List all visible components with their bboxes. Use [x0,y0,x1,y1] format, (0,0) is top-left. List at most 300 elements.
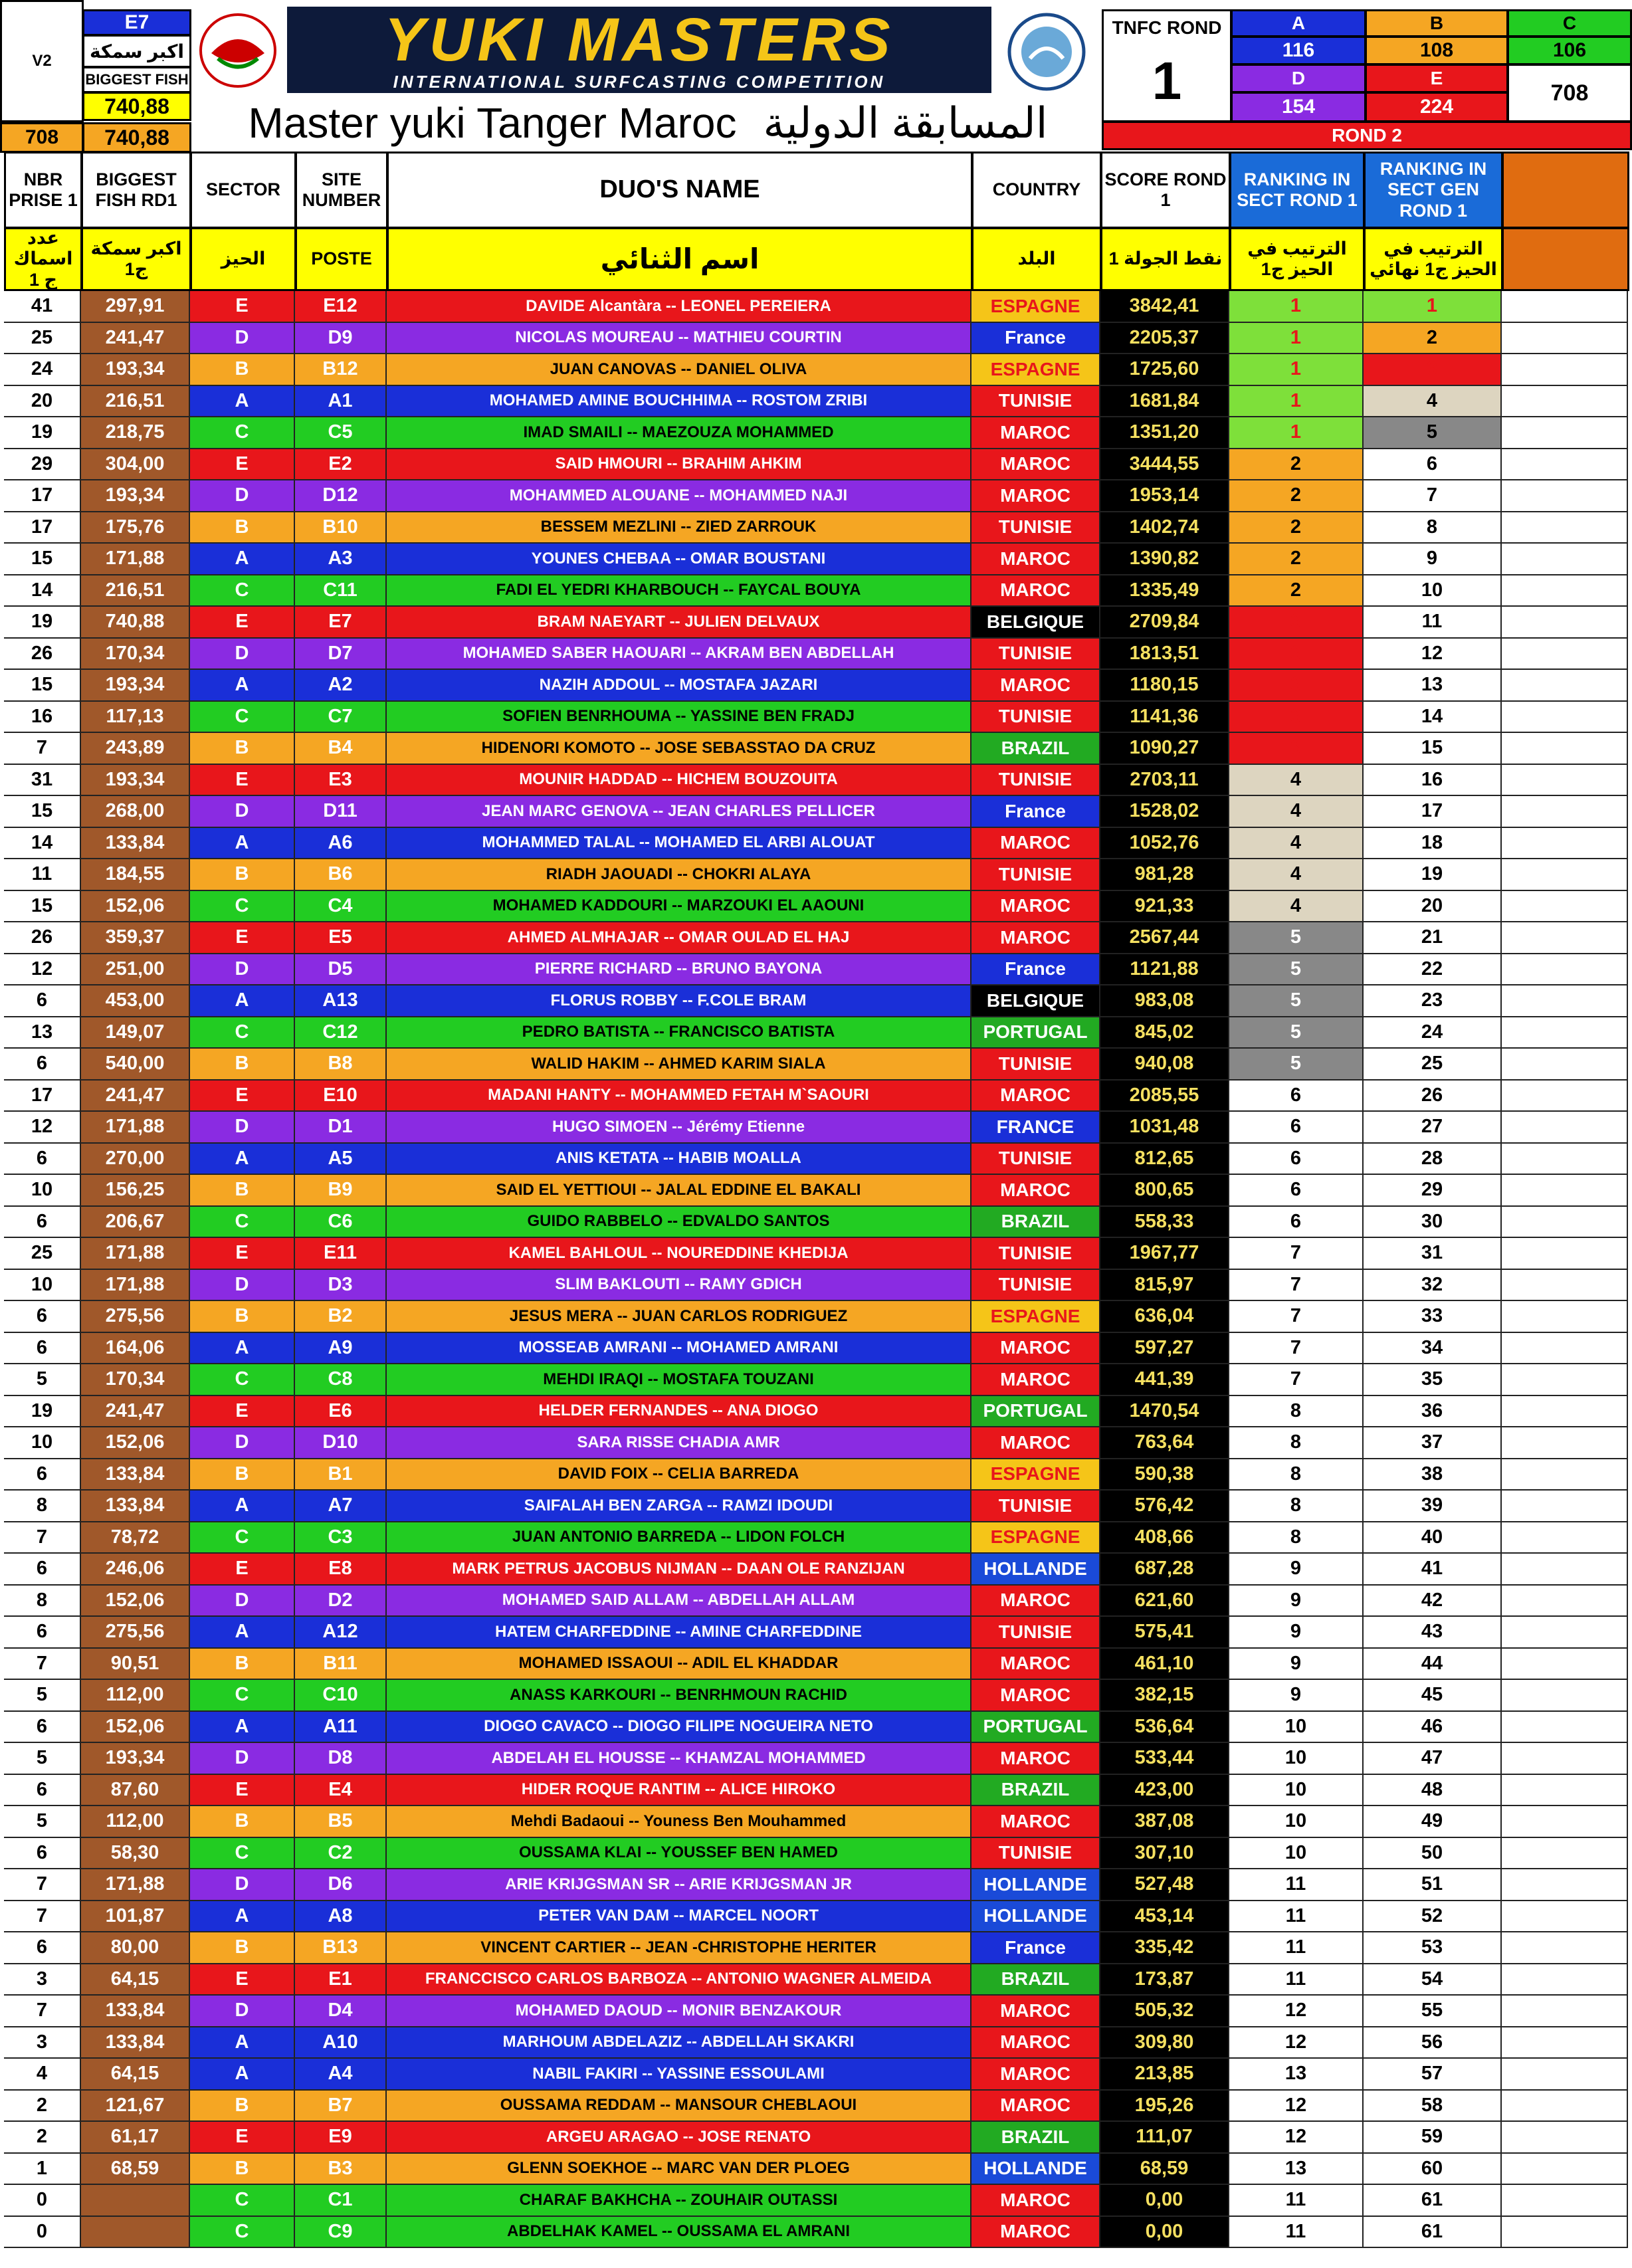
cell-score: 590,38 [1100,1459,1229,1490]
table-row [4,639,1628,670]
cell-ranking-gen: 56 [1364,2027,1502,2058]
cell-extra [1502,1901,1628,1932]
biggest-fish-value: 740,88 [82,92,191,121]
cell-extra [1502,1081,1628,1111]
cell-score: 387,08 [1100,1806,1229,1837]
cell-extra [1502,1649,1628,1679]
table-row [4,1554,1628,1586]
header-ranking-sect-ar: الترتيب في الحيز ج1 [1229,227,1365,291]
cell-ranking-sect: 10 [1229,1775,1364,1805]
cell-nbr-prise: 24 [4,354,81,385]
table-row [4,1238,1628,1270]
cell-country: BRAZIL [971,1207,1100,1237]
header-country: COUNTRY [971,152,1102,229]
cell-country: MAROC [971,1081,1100,1111]
table-row [4,1459,1628,1491]
cell-score: 309,80 [1100,2027,1229,2058]
cell-ranking-gen: 28 [1364,1144,1502,1174]
cell-score: 1813,51 [1100,639,1229,669]
cell-ranking-sect: 10 [1229,1712,1364,1742]
cell-site-number: B1 [295,1459,387,1490]
cell-site-number: A2 [295,670,387,700]
cell-score: 173,87 [1100,1964,1229,1995]
cell-score: 812,65 [1100,1144,1229,1174]
cell-site-number: C1 [295,2185,387,2216]
cell-duo-name: FRANCCISCO CARLOS BARBOZA -- ANTONIO WAGNER ALMEIDA [387,1964,971,1995]
cell-sector: A [190,670,295,700]
cell-sector: B [190,2154,295,2184]
cell-extra [1502,1333,1628,1364]
cell-biggest-fish: 170,34 [81,1364,190,1395]
cell-ranking-gen: 10 [1364,575,1502,606]
cell-sector: C [190,1838,295,1869]
cell-sector: D [190,1427,295,1458]
cell-score: 940,08 [1100,1049,1229,1079]
cell-country: BRAZIL [971,2122,1100,2152]
header-extra-ar [1502,227,1629,291]
cell-duo-name: SAIFALAH BEN ZARGA -- RAMZI IDOUDI [387,1491,971,1521]
cell-biggest-fish: 171,88 [81,1869,190,1900]
cell-country: MAROC [971,1427,1100,1458]
cell-score: 2085,55 [1100,1081,1229,1111]
cell-nbr-prise: 12 [4,954,81,985]
table-row [4,733,1628,765]
cell-biggest-fish: 152,06 [81,1586,190,1616]
cell-country: TUNISIE [971,1491,1100,1521]
cell-duo-name: JEAN MARC GENOVA -- JEAN CHARLES PELLICER [387,796,971,827]
cell-ranking-sect: 11 [1229,1901,1364,1932]
cell-biggest-fish: 80,00 [81,1932,190,1963]
cell-duo-name: PETER VAN DAM -- MARCEL NOORT [387,1901,971,1932]
cell-sector: C [190,1522,295,1553]
cell-site-number: E12 [295,291,387,322]
results-table [4,291,1628,2248]
cell-extra [1502,1712,1628,1742]
cell-ranking-sect: 6 [1229,1207,1364,1237]
cell-ranking-gen: 24 [1364,1017,1502,1048]
cell-ranking-gen: 21 [1364,922,1502,953]
cell-extra [1502,859,1628,890]
cell-sector: D [190,323,295,354]
cell-ranking-sect: 5 [1229,922,1364,953]
cell-nbr-prise: 6 [4,1301,81,1332]
cell-score: 111,07 [1100,2122,1229,2152]
cell-site-number: D3 [295,1270,387,1300]
cell-ranking-sect: 1 [1229,417,1364,448]
cell-site-number: B12 [295,354,387,385]
cell-country: TUNISIE [971,386,1100,417]
cell-site-number: D10 [295,1427,387,1458]
cell-site-number: D11 [295,796,387,827]
cell-extra [1502,1491,1628,1521]
cell-ranking-sect: 11 [1229,2185,1364,2216]
cell-duo-name: MOHAMMED TALAL -- MOHAMED EL ARBI ALOUAT [387,828,971,859]
cell-biggest-fish: 275,56 [81,1301,190,1332]
cell-biggest-fish: 246,06 [81,1554,190,1584]
cell-duo-name: NABIL FAKIRI -- YASSINE ESSOULAMI [387,2059,971,2089]
cell-extra [1502,1112,1628,1142]
cell-score: 527,48 [1100,1869,1229,1900]
cell-duo-name: DIOGO CAVACO -- DIOGO FILIPE NOGUEIRA NETO [387,1712,971,1742]
cell-ranking-gen: 48 [1364,1775,1502,1805]
cell-biggest-fish: 193,34 [81,765,190,795]
table-row [4,1112,1628,1144]
sector-d-letter: D [1231,64,1366,93]
cell-country: BRAZIL [971,1775,1100,1805]
cell-extra [1502,1175,1628,1205]
cell-score: 981,28 [1100,859,1229,890]
cell-score: 461,10 [1100,1649,1229,1679]
header-sector: SECTOR [190,152,296,229]
cell-biggest-fish: 152,06 [81,891,190,922]
cell-duo-name: CHARAF BAKHCHA -- ZOUHAIR OUTASSI [387,2185,971,2216]
cell-country: HOLLANDE [971,1554,1100,1584]
cell-sector: B [190,1932,295,1963]
cell-nbr-prise: 2 [4,2091,81,2121]
cell-score: 2703,11 [1100,765,1229,795]
cell-nbr-prise: 6 [4,1932,81,1963]
cell-site-number: B11 [295,1649,387,1679]
cell-score: 1031,48 [1100,1112,1229,1142]
cell-ranking-sect: 2 [1229,449,1364,480]
cell-score: 68,59 [1100,2154,1229,2184]
cell-ranking-sect: 3 [1229,607,1364,637]
cell-ranking-gen: 55 [1364,1996,1502,2026]
cell-biggest-fish: 133,84 [81,1459,190,1490]
cell-nbr-prise: 15 [4,544,81,574]
cell-site-number: E11 [295,1238,387,1269]
cell-biggest-fish: 61,17 [81,2122,190,2152]
table-row [4,607,1628,639]
cell-sector: C [190,702,295,732]
cell-ranking-gen: 53 [1364,1932,1502,1963]
cell-extra [1502,1364,1628,1395]
cell-site-number: C10 [295,1680,387,1710]
cell-duo-name: IMAD SMAILI -- MAEZOUZA MOHAMMED [387,417,971,448]
cell-site-number: B6 [295,859,387,890]
cell-sector: E [190,2122,295,2152]
cell-sector: D [190,796,295,827]
cell-site-number: B3 [295,2154,387,2184]
table-row [4,1427,1628,1459]
cell-ranking-gen: 40 [1364,1522,1502,1553]
cell-score: 1351,20 [1100,417,1229,448]
cell-country: MAROC [971,670,1100,700]
cell-extra [1502,480,1628,511]
cell-duo-name: KAMEL BAHLOUL -- NOUREDDINE KHEDIJA [387,1238,971,1269]
cell-extra [1502,544,1628,574]
cell-nbr-prise: 6 [4,1207,81,1237]
cell-score: 0,00 [1100,2185,1229,2216]
cell-country: MAROC [971,480,1100,511]
cell-duo-name: NICOLAS MOUREAU -- MATHIEU COURTIN [387,323,971,354]
sector-a-count: 116 [1231,36,1366,65]
cell-site-number: E6 [295,1396,387,1427]
cell-site-number: D7 [295,639,387,669]
cell-duo-name: PEDRO BATISTA -- FRANCISCO BATISTA [387,1017,971,1048]
cell-ranking-sect: 10 [1229,1743,1364,1774]
table-row [4,2091,1628,2122]
cell-ranking-gen: 44 [1364,1649,1502,1679]
cell-nbr-prise: 0 [4,2217,81,2247]
cell-sector: D [190,1270,295,1300]
cell-sector: B [190,859,295,890]
cell-duo-name: BESSEM MEZLINI -- ZIED ZARROUK [387,512,971,543]
cell-country: ESPAGNE [971,1301,1100,1332]
cell-extra [1502,828,1628,859]
header-row-ar [4,227,1628,291]
cell-site-number: D4 [295,1996,387,2026]
cell-biggest-fish: 164,06 [81,1333,190,1364]
cell-duo-name: JESUS MERA -- JUAN CARLOS RODRIGUEZ [387,1301,971,1332]
cell-country: TUNISIE [971,512,1100,543]
cell-score: 763,64 [1100,1427,1229,1458]
biggest-fish-site: E7 [82,9,191,36]
table-row [4,702,1628,734]
cell-ranking-sect: 8 [1229,1427,1364,1458]
cell-ranking-sect: 2 [1229,575,1364,606]
cell-ranking-gen: 6 [1364,449,1502,480]
table-row [4,480,1628,512]
cell-ranking-sect: 4 [1229,765,1364,795]
cell-site-number: A12 [295,1617,387,1647]
cell-biggest-fish: 133,84 [81,2027,190,2058]
cell-nbr-prise: 25 [4,323,81,354]
cell-ranking-gen: 29 [1364,1175,1502,1205]
cell-site-number: A4 [295,2059,387,2089]
cell-score: 195,26 [1100,2091,1229,2121]
cell-ranking-gen: 54 [1364,1964,1502,1995]
cell-ranking-gen: 47 [1364,1743,1502,1774]
cell-score: 453,14 [1100,1901,1229,1932]
cell-sector: B [190,2091,295,2121]
cell-nbr-prise: 8 [4,1491,81,1521]
cell-biggest-fish: 112,00 [81,1806,190,1837]
cell-ranking-sect: 8 [1229,1522,1364,1553]
cell-ranking-gen: 2 [1364,323,1502,354]
cell-site-number: D8 [295,1743,387,1774]
cell-sector: C [190,1364,295,1395]
cell-ranking-sect: 12 [1229,1996,1364,2026]
cell-ranking-gen: 49 [1364,1806,1502,1837]
cell-site-number: A9 [295,1333,387,1364]
table-row [4,2217,1628,2249]
cell-biggest-fish: 64,15 [81,1964,190,1995]
cell-nbr-prise: 6 [4,1049,81,1079]
cell-duo-name: MADANI HANTY -- MOHAMMED FETAH M`SAOURI [387,1081,971,1111]
cell-sector: B [190,354,295,385]
cell-sector: E [190,1081,295,1111]
cell-extra [1502,1017,1628,1048]
cell-site-number: B5 [295,1806,387,1837]
cell-ranking-sect: 6 [1229,1112,1364,1142]
cell-biggest-fish: 117,13 [81,702,190,732]
table-row [4,796,1628,828]
table-row [4,323,1628,355]
cell-extra [1502,449,1628,480]
cell-extra [1502,1144,1628,1174]
cell-ranking-sect: 9 [1229,1586,1364,1616]
cell-score: 1967,77 [1100,1238,1229,1269]
cell-sector: E [190,1396,295,1427]
cell-country: TUNISIE [971,1144,1100,1174]
sector-e-letter: E [1365,64,1508,93]
sector-b-count: 108 [1365,36,1508,65]
cell-ranking-gen: 23 [1364,985,1502,1016]
cell-ranking-gen: 1 [1364,291,1502,322]
table-row [4,1081,1628,1112]
cell-sector: A [190,1901,295,1932]
cell-ranking-sect: 11 [1229,2217,1364,2247]
cell-extra [1502,2059,1628,2089]
cell-nbr-prise: 15 [4,796,81,827]
cell-extra [1502,1301,1628,1332]
cell-site-number: D12 [295,480,387,511]
header-score-ar: نقط الجولة 1 [1100,227,1231,291]
cell-country: HOLLANDE [971,2154,1100,2184]
cell-duo-name: ABDELAH EL HOUSSE -- KHAMZAL MOHAMMED [387,1743,971,1774]
cell-ranking-sect: 1 [1229,323,1364,354]
cell-ranking-gen: 8 [1364,512,1502,543]
table-row [4,386,1628,418]
cell-sector: E [190,291,295,322]
cell-nbr-prise: 5 [4,1680,81,1710]
cell-nbr-prise: 20 [4,386,81,417]
cell-extra [1502,1522,1628,1553]
cell-sector: B [190,1049,295,1079]
cell-nbr-prise: 6 [4,985,81,1016]
table-row [4,954,1628,986]
cell-site-number: A11 [295,1712,387,1742]
sector-c-count: 106 [1507,36,1632,65]
cell-extra [1502,607,1628,637]
cell-duo-name: MOHAMED DAOUD -- MONIR BENZAKOUR [387,1996,971,2026]
table-row [4,2059,1628,2091]
cell-duo-name: MEHDI IRAQI -- MOSTAFA TOUZANI [387,1364,971,1395]
cell-sector: C [190,2217,295,2247]
cell-nbr-prise: 29 [4,449,81,480]
cell-site-number: A7 [295,1491,387,1521]
total-left: 708 [0,122,84,153]
cell-extra [1502,1838,1628,1869]
cell-site-number: A5 [295,1144,387,1174]
cell-ranking-gen: 20 [1364,891,1502,922]
cell-sector: A [190,1712,295,1742]
cell-ranking-sect: 6 [1229,1175,1364,1205]
cell-biggest-fish: 193,34 [81,480,190,511]
cell-nbr-prise: 41 [4,291,81,322]
cell-extra [1502,922,1628,953]
cell-site-number: E2 [295,449,387,480]
cell-ranking-gen: 17 [1364,796,1502,827]
cell-ranking-sect: 4 [1229,828,1364,859]
cell-ranking-gen: 35 [1364,1364,1502,1395]
cell-biggest-fish: 193,34 [81,1743,190,1774]
cell-country: PORTUGAL [971,1396,1100,1427]
cell-extra [1502,417,1628,448]
cell-sector: E [190,765,295,795]
table-row [4,891,1628,923]
yuki-masters-logo: YUKI MASTERS INTERNATIONAL SURFCASTING COMPETITION [287,7,991,93]
cell-biggest-fish: 540,00 [81,1049,190,1079]
cell-ranking-gen: 18 [1364,828,1502,859]
cell-site-number: E10 [295,1081,387,1111]
title-en: Master yuki Tanger Maroc [248,99,737,147]
cell-ranking-gen: 61 [1364,2217,1502,2247]
cell-nbr-prise: 12 [4,1112,81,1142]
header-biggest-fish-ar: اكبر سمكة ج1 [81,227,191,291]
header-duo-name: DUO'S NAME [387,152,973,229]
cell-ranking-sect: 1 [1229,354,1364,385]
cell-score: 845,02 [1100,1017,1229,1048]
cell-duo-name: DAVID FOIX -- CELIA BARREDA [387,1459,971,1490]
cell-sector: D [190,1869,295,1900]
cell-country: BRAZIL [971,1964,1100,1995]
cell-nbr-prise: 31 [4,765,81,795]
cell-nbr-prise: 7 [4,1901,81,1932]
cell-nbr-prise: 19 [4,607,81,637]
cell-biggest-fish: 359,37 [81,922,190,953]
cell-extra [1502,354,1628,385]
cell-biggest-fish: 101,87 [81,1901,190,1932]
cell-country: MAROC [971,1743,1100,1774]
cell-nbr-prise: 17 [4,480,81,511]
cell-biggest-fish: 121,67 [81,2091,190,2121]
cell-country: TUNISIE [971,1838,1100,1869]
cell-site-number: D9 [295,323,387,354]
cell-ranking-sect: 9 [1229,1554,1364,1584]
cell-ranking-gen: 46 [1364,1712,1502,1742]
cell-biggest-fish: 193,34 [81,670,190,700]
cell-sector: E [190,1238,295,1269]
cell-biggest-fish: 58,30 [81,1838,190,1869]
cell-ranking-gen: 57 [1364,2059,1502,2089]
version-label: V2 [0,0,84,122]
cell-ranking-gen: 31 [1364,1238,1502,1269]
cell-ranking-gen: 25 [1364,1049,1502,1079]
total-left-value: 740,88 [82,122,191,153]
cell-site-number: C8 [295,1364,387,1395]
cell-country: MAROC [971,1364,1100,1395]
table-row [4,1680,1628,1712]
cell-country: TUNISIE [971,702,1100,732]
cell-duo-name: NAZIH ADDOUL -- MOSTAFA JAZARI [387,670,971,700]
cell-duo-name: MOHAMED ISSAOUI -- ADIL EL KHADDAR [387,1649,971,1679]
cell-biggest-fish: 218,75 [81,417,190,448]
cell-country: BRAZIL [971,733,1100,764]
table-row [4,1838,1628,1870]
cell-ranking-gen: 60 [1364,2154,1502,2184]
cell-ranking-sect: 6 [1229,1081,1364,1111]
cell-country: MAROC [971,922,1100,953]
cell-site-number: D2 [295,1586,387,1616]
cell-country: MAROC [971,1806,1100,1837]
cell-biggest-fish: 193,34 [81,354,190,385]
cell-extra [1502,1806,1628,1837]
cell-ranking-sect: 3 [1229,733,1364,764]
cell-biggest-fish: 297,91 [81,291,190,322]
cell-score: 636,04 [1100,1301,1229,1332]
cell-extra [1502,1680,1628,1710]
header-country-ar: البلد [971,227,1102,291]
cell-extra [1502,575,1628,606]
header-score: SCORE ROND 1 [1100,152,1231,229]
cell-score: 1470,54 [1100,1396,1229,1427]
cell-score: 1390,82 [1100,544,1229,574]
cell-ranking-gen: 7 [1364,480,1502,511]
table-row [4,1775,1628,1807]
cell-extra [1502,1396,1628,1427]
